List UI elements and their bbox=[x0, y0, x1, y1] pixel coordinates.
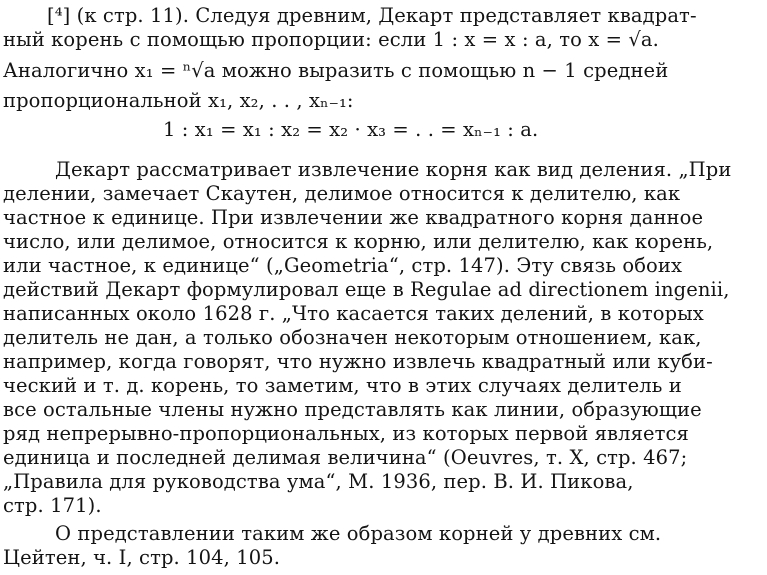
text-line-7: делении, замечает Скаутен, делимое относится к делителю, как bbox=[3, 182, 681, 205]
text-line-13: делитель не дан, а только обозначен некоторым отношением, как, bbox=[3, 326, 702, 349]
text-line-4: пропорциональной x₁, x₂, . . , xₙ₋₁: bbox=[3, 89, 354, 112]
formula-line: 1 : x₁ = x₁ : x₂ = x₂ · x₃ = . . = xₙ₋₁ : a. bbox=[163, 118, 539, 141]
text-line-11: действий Декарт формулировал еще в Regulae ad directionem ingenii, bbox=[3, 278, 730, 301]
text-line-22: Цейтен, ч. I, стр. 104, 105. bbox=[3, 546, 281, 569]
text-line-16: все остальные члены нужно представлять как линии, образующие bbox=[3, 398, 702, 421]
text-line-3: Аналогично x₁ = ⁿ√a можно выразить с помощью n − 1 средней bbox=[3, 59, 669, 82]
text-line-21: О представлении таким же образом корней у древних см. bbox=[55, 522, 662, 545]
text-line-9: число, или делимое, относится к корню, или делителю, как корень, bbox=[3, 230, 714, 253]
text-line-1: [⁴] (к стр. 11). Следуя древним, Декарт представляет квадрат- bbox=[47, 4, 697, 27]
text-line-10: или частное, к единице“ („Geometria“, стр. 147). Эту связь обоих bbox=[3, 254, 683, 277]
text-line-8: частное к единице. При извлечении же квадратного корня данное bbox=[3, 206, 704, 229]
text-line-17: ряд непрерывно-пропорциональных, из которых первой является bbox=[3, 422, 689, 445]
text-line-2: ный корень с помощью пропорции: если 1 : x = x : a, то x = √a. bbox=[3, 28, 659, 51]
text-line-19: „Правила для руководства ума“, М. 1936, пер. В. И. Пикова, bbox=[3, 470, 634, 493]
text-line-6: Декарт рассматривает извлечение корня как вид деления. „При bbox=[55, 158, 732, 181]
text-line-14: например, когда говорят, что нужно извлечь квадратный или куби- bbox=[3, 350, 713, 373]
text-line-12: написанных около 1628 г. „Что касается таких делений, в которых bbox=[3, 302, 704, 325]
text-line-20: стр. 171). bbox=[3, 494, 102, 517]
text-line-18: единица и последней делимая величина“ (Oeuvres, т. X, стр. 467; bbox=[3, 446, 688, 469]
text-line-15: ческий и т. д. корень, то заметим, что в этих случаях делитель и bbox=[3, 374, 682, 397]
document-page bbox=[3, 2, 763, 573]
